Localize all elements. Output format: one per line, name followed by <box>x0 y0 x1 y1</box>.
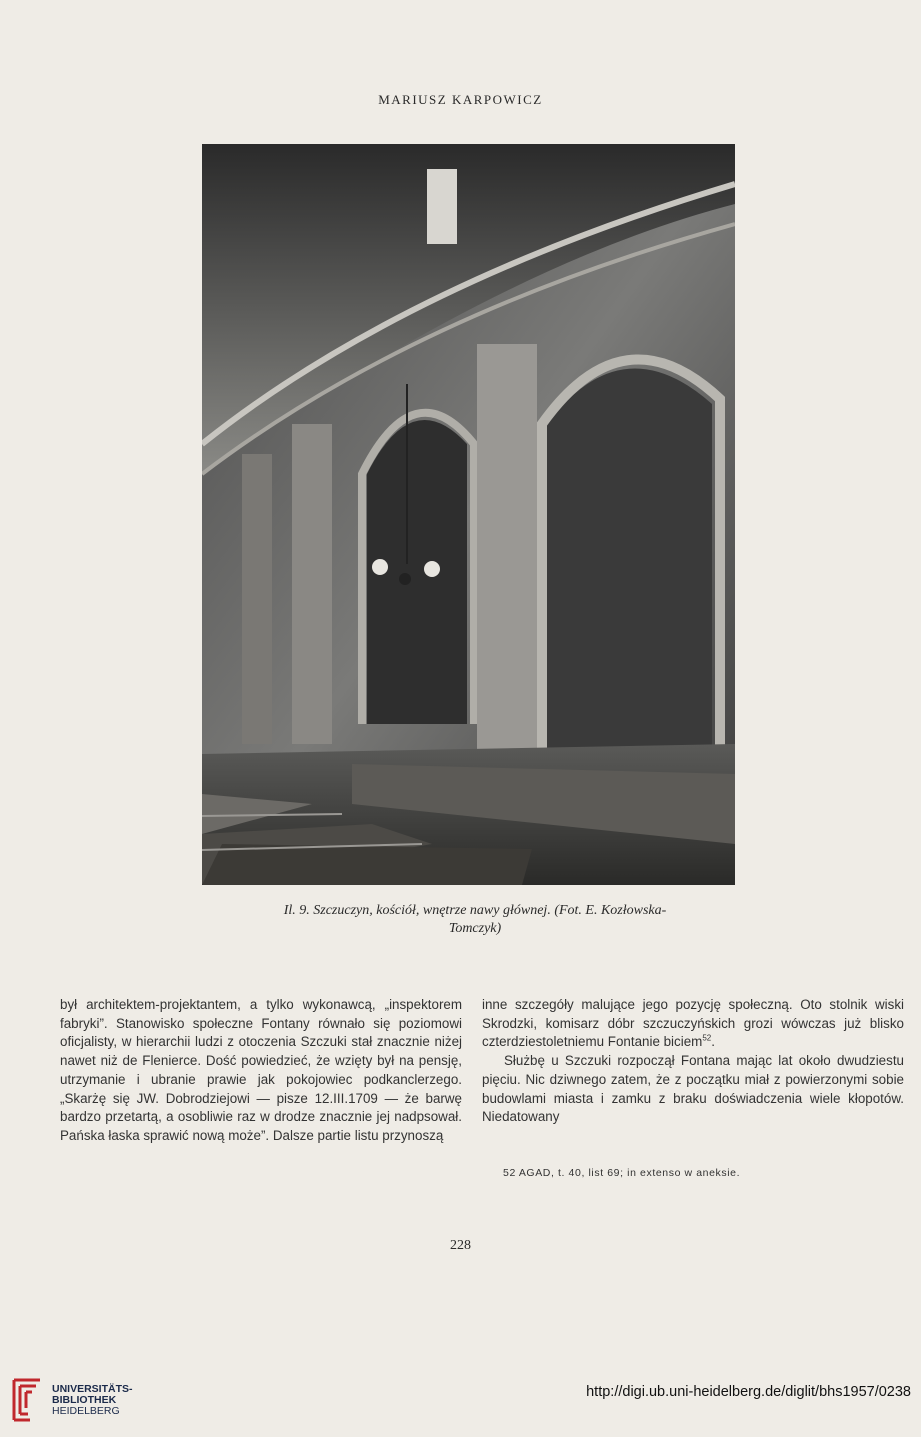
library-logo-icon <box>10 1378 44 1422</box>
source-url[interactable]: http://digi.ub.uni-heidelberg.de/diglit/bhs1957/0238 <box>586 1384 911 1400</box>
figure-caption <box>195 902 755 938</box>
paragraph <box>482 996 904 1052</box>
library-line: HEIDELBERG <box>52 1404 120 1417</box>
running-head: MARIUSZ KARPOWICZ <box>378 92 543 107</box>
paragraph-text: inne szczegóły malujące jego pozycję społeczną. Oto stolnik wiski Skrodzki, komisarz dóbr szczuczyńskich grozi wówczas już blisko czterdziestoletniemu Fontanie biciem <box>482 997 904 1050</box>
library-line: UNIVERSITÄTS- <box>52 1382 133 1395</box>
library-line: BIBLIOTHEK <box>52 1393 117 1406</box>
footnote-reference: 52 <box>702 1033 712 1043</box>
church-interior-photo <box>202 144 735 885</box>
paragraph: był architektem-projektantem, a tylko wykonawcą, „inspektorem fabryki”. Stanowisko społeczne Fontany równało się poziomowi oficjalisty, w hierarchii ludzi z otoczenia Szczuki stał znacznie niżej nawet niż de Flenierce. Dość powiedzieć, że wzięty był na pensję, utrzymanie i ubranie prawie jak pokojowiec podkanclerzego. „Skarżę się JW. Dobrodziejowi — pisze 12.III.1709 — że barwę bardzo przetartą, a osobliwie raz w drodze znacznie jej nadpsował. Pańska łaska sprawić nową może”. Dalsze partie listu przynoszą <box>60 997 462 1143</box>
library-name <box>52 1384 133 1417</box>
text-column-right <box>482 996 904 1127</box>
library-logo <box>10 1378 133 1422</box>
text-column-left <box>60 996 462 1146</box>
paragraph-end: . <box>711 1034 715 1050</box>
caption-line: Tomczyk) <box>448 921 502 936</box>
caption-line: Il. 9. Szczuczyn, kościół, wnętrze nawy głównej. (Fot. E. Kozłowska- <box>283 903 667 918</box>
page-number: 228 <box>450 1238 471 1253</box>
footnote: 52 AGAD, t. 40, list 69; in extenso w aneksie. <box>503 1167 741 1179</box>
paragraph: Służbę u Szczuki rozpoczął Fontana mając lat około dwudziestu pięciu. Nic dziwnego zatem, że z początku miał z powierzonymi sobie budowlami miasta i zamku z braku doświadczenia wiele kłopotów. Niedatowany <box>482 1053 904 1125</box>
